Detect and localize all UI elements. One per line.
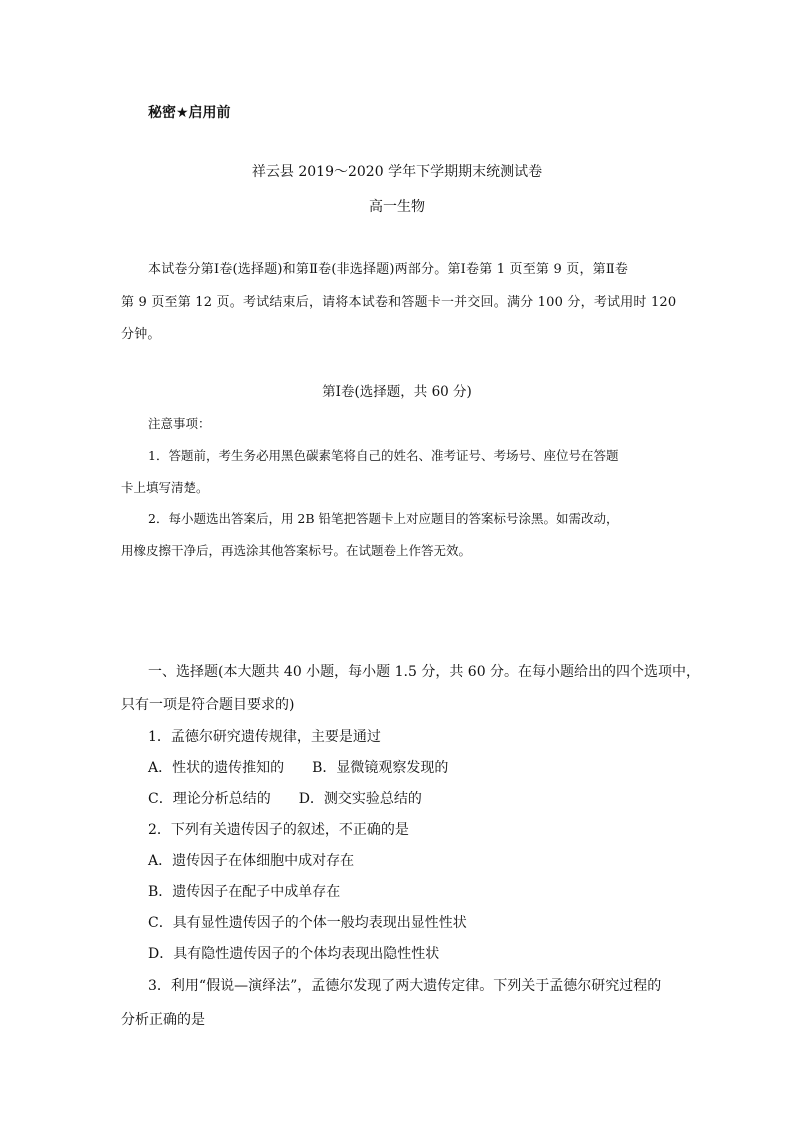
question-1-options-ab: A．性状的遗传推知的 B．显微镜观察发现的 bbox=[148, 760, 449, 776]
note-1-line-1: 1．答题前，考生务必用黑色碳素笔将自己的姓名、准考证号、考场号、座位号在答题 bbox=[148, 448, 619, 463]
exam-subject: 高一生物 bbox=[369, 199, 425, 215]
question-3-stem-line-2: 分析正确的是 bbox=[121, 1012, 205, 1028]
exam-title: 祥云县 2019～2020 学年下学期期末统测试卷 bbox=[251, 164, 543, 180]
question-2-option-c: C．具有显性遗传因子的个体一般均表现出显性性状 bbox=[148, 915, 467, 931]
part-instruction-line-2: 只有一项是符合题目要求的) bbox=[121, 697, 295, 713]
question-2-option-b: B．遗传因子在配子中成单存在 bbox=[148, 884, 341, 900]
intro-line-2: 第 9 页至第 12 页。考试结束后，请将本试卷和答题卡一并交回。满分 100 分，考试用时 120 bbox=[121, 295, 677, 310]
note-1-line-2: 卡上填写清楚。 bbox=[121, 480, 209, 495]
question-1-options-cd: C．理论分析总结的 D．测交实验总结的 bbox=[148, 791, 422, 807]
question-1-stem: 1．孟德尔研究遗传规律，主要是通过 bbox=[148, 729, 381, 745]
note-2-line-2: 用橡皮擦干净后，再选涂其他答案标号。在试题卷上作答无效。 bbox=[121, 543, 472, 558]
question-3-stem-line-1: 3．利用“假说—演绎法”，孟德尔发现了两大遗传定律。下列关于孟德尔研究过程的 bbox=[148, 978, 662, 994]
note-2-line-1: 2．每小题选出答案后，用 2B 铅笔把答题卡上对应题目的答案标号涂黑。如需改动， bbox=[148, 511, 619, 526]
section-heading: 第Ⅰ卷(选择题，共 60 分) bbox=[322, 384, 472, 400]
intro-line-3: 分钟。 bbox=[121, 327, 161, 342]
notes-title: 注意事项： bbox=[148, 416, 211, 431]
question-2-option-d: D．具有隐性遗传因子的个体均表现出隐性性状 bbox=[148, 946, 440, 962]
part-instruction-line-1: 一、选择题(本大题共 40 小题，每小题 1.5 分，共 60 分。在每小题给出的四个选项中， bbox=[148, 664, 701, 680]
intro-line-1: 本试卷分第Ⅰ卷(选择题)和第Ⅱ卷(非选择题)两部分。第Ⅰ卷第 1 页至第 9 页，第Ⅱ卷 bbox=[148, 262, 629, 277]
question-2-option-a: A．遗传因子在体细胞中成对存在 bbox=[148, 853, 355, 869]
confidential-label: 秘密★启用前 bbox=[148, 105, 231, 121]
question-2-stem: 2．下列有关遗传因子的叙述，不正确的是 bbox=[148, 822, 409, 838]
